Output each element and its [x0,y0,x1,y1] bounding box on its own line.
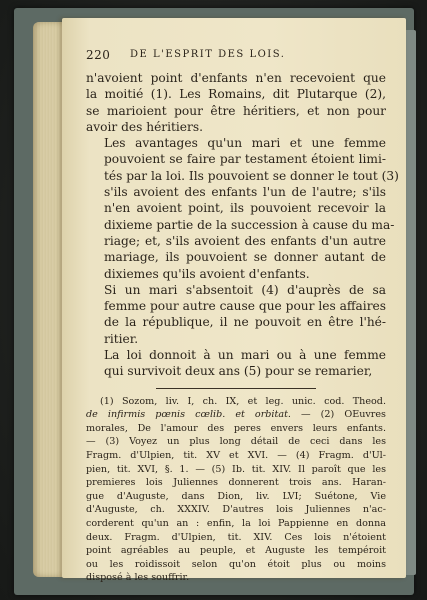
footnote-line: Fragm. d'Ulpien, tit. XV et XVI. — (4) Fragm. d'Ul- [86,450,386,462]
footnote-line: morales, De l'amour des peres envers leurs enfants. [86,422,386,434]
footnote-block [86,395,386,585]
page-number: 220 [86,48,111,62]
body-line: avoir des héritiers. [86,119,203,134]
body-line: n'en avoient point, ils pouvoient recevoir la [104,201,386,216]
footnote-line: pien, tit. XVI, §. 1. — (5) Ib. tit. XIV. Il paroît que les [86,463,386,475]
body-paragraph [86,282,386,347]
body-line: n'avoient point d'enfants n'en recevoient que [86,71,386,85]
running-title: DE L'ESPRIT DES LOIS. [130,49,286,60]
body-paragraph [86,347,386,380]
footnote-rule [156,388,316,389]
body-line: qui survivoit deux ans (5) pour se remarier, [104,364,373,379]
body-text [86,70,399,380]
footnote-line: corderent qu'un an : enfin, la loi Pappienne en donna [86,517,386,529]
footnote-line: deux. Fragm. d'Ulpien, tit. XIV. Ces lois n'étoient [86,531,386,543]
latin-title: de infirmis pœnis cœlib. et orbitat. [86,409,291,421]
footnote-line: (1) Sozom, liv. I, ch. IX, et leg. unic. cod. Theod. [100,395,386,407]
body-line: la moitié (1). Les Romains, dit Plutarque (2), [86,87,386,102]
body-line: Si un mari s'absentoit (4) d'auprès de sa [104,282,386,297]
footnote-line: premieres lois Juliennes donnerent trois ans. Haran- [86,477,386,489]
body-line: dixiemes qu'ils avoient d'enfants. [104,266,310,281]
body-line: ritier. [104,331,139,346]
body-line: mariage, ils pouvoient se donner autant de [104,250,386,265]
footnote-line: de infirmis pœnis cœlib. et orbitat. — (2) OEuvres [86,409,386,421]
footnote-line: gue d'Auguste, dans Dion, liv. LVI; Suétone, Vie [86,490,386,502]
body-line: femme pour autre cause que pour les affaires [104,299,386,314]
footnote-line: ou les roidissoit selon qu'on étoit plus ou moins [86,558,386,570]
footnote-line: point agréables au peuple, et Auguste les tempéroit [86,545,386,557]
body-line: dixieme partie de la succession à cause du ma- [104,217,395,232]
running-head [86,48,386,64]
body-paragraph [86,135,399,282]
footnotes [86,395,386,585]
footnote-line: — (3) Voyez un plus long détail de ceci dans les [86,436,386,448]
body-line: riage; et, s'ils avoient des enfants d'un autre [104,233,386,248]
body-line: tés par la loi. Ils pouvoient se donner le tout (3) [104,168,399,183]
body-line: La loi donnoit à un mari ou à une femme [104,348,386,363]
footnote-line: disposé à les souffrir. [86,572,190,584]
page-text [86,48,399,585]
body-line: s'ils avoient des enfants l'un de l'autre; s'ils [104,185,386,200]
body-line: pouvoient se faire par testament étoient limi- [104,152,386,167]
footnote-line: d'Auguste, ch. XXXIV. D'autres lois Juliennes n'ac- [86,504,386,516]
body-line: Les avantages qu'un mari et une femme [104,136,386,151]
body-line: de la république, il ne pouvoit en être l'hé- [104,315,386,330]
body-line: se marioient pour être héritiers, et non pour [86,103,386,118]
body-paragraph [86,70,386,135]
